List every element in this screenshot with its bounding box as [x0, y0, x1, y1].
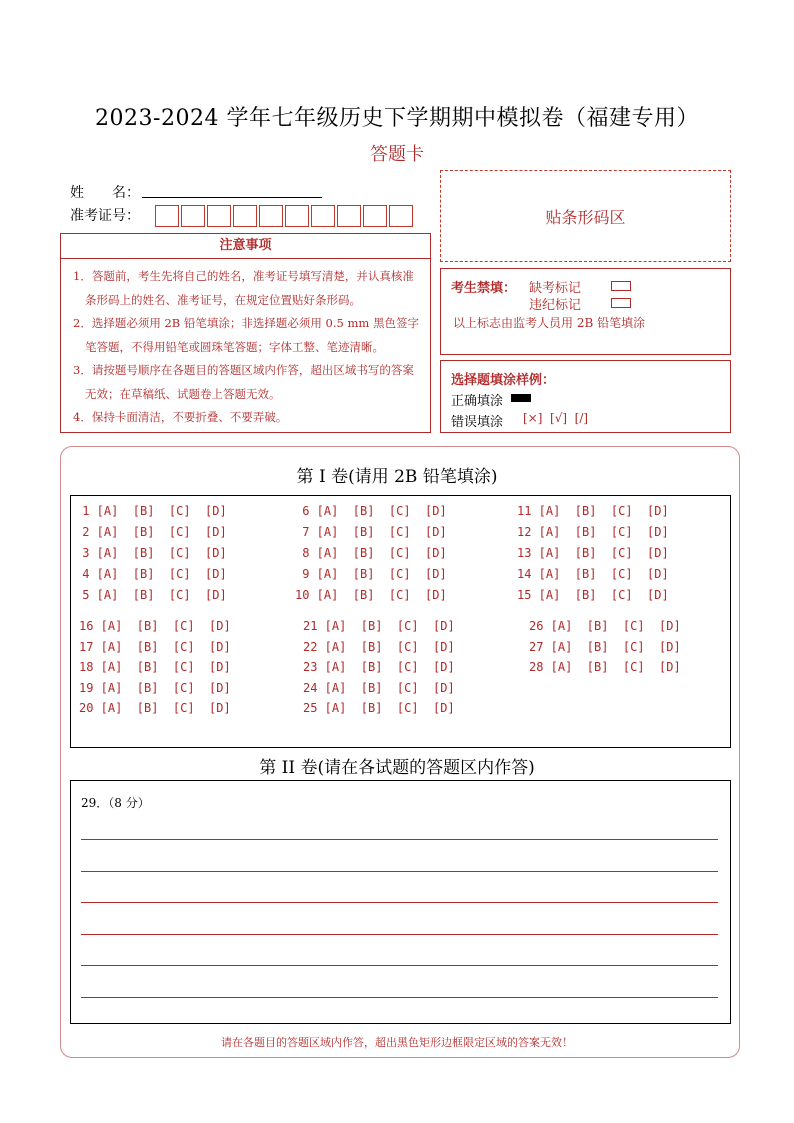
correct-fill-sample [511, 394, 531, 402]
correct-fill-label: 正确填涂 [451, 394, 504, 409]
id-digit-box[interactable] [389, 205, 413, 227]
page-subtitle: 答题卡 [370, 144, 424, 165]
id-digit-box[interactable] [285, 205, 309, 227]
id-digit-box[interactable] [233, 205, 257, 227]
answer-line[interactable] [81, 902, 718, 903]
name-field[interactable] [142, 197, 322, 198]
absent-mark-box[interactable] [611, 281, 631, 291]
question-row-15[interactable]: 15 [A] [B] [C] [D] [517, 588, 669, 602]
question-row-16[interactable]: 16 [A] [B] [C] [D] [79, 619, 231, 633]
ban-label: 考生禁填： [451, 281, 517, 296]
question-29-label: 29．（8 分） [81, 796, 150, 810]
absent-mark-label: 缺考标记 [529, 281, 582, 296]
id-number-boxes[interactable] [155, 205, 415, 227]
violation-mark-label: 违纪标记 [529, 298, 582, 313]
notice-item: 2．选择题必须用 2B 铅笔填涂；非选择题必须用 0.5 mm 黑色签字笔答题，不得用铅笔或圆珠笔答题；字体工整、笔迹清晰。 [73, 316, 419, 354]
name-label: 姓 名： [70, 185, 140, 201]
question-row-19[interactable]: 19 [A] [B] [C] [D] [79, 680, 231, 695]
question-row-7[interactable]: 7 [A] [B] [C] [D] [295, 525, 447, 539]
question-row-3[interactable]: 3 [A] [B] [C] [D] [75, 546, 227, 560]
question-row-21[interactable]: 21 [A] [B] [C] [D] [303, 619, 455, 633]
sample-label: 选择题填涂样例： [451, 373, 556, 388]
notice-heading: 注意事项 [61, 234, 430, 259]
question-row-25[interactable]: 25 [A] [B] [C] [D] [303, 701, 455, 715]
wrong-fill-label: 错误填涂 [451, 415, 504, 430]
barcode-area [440, 170, 731, 262]
footer-warning: 请在各题目的答题区域内作答，超出黑色矩形边框限定区域的答案无效！ [221, 1036, 573, 1049]
question-row-6[interactable]: 6 [A] [B] [C] [D] [295, 504, 447, 518]
question-row-27[interactable]: 27 [A] [B] [C] [D] [529, 639, 681, 654]
question-row-24[interactable]: 24 [A] [B] [C] [D] [303, 680, 455, 695]
violation-mark-box[interactable] [611, 298, 631, 308]
multiple-choice-box [70, 495, 731, 748]
id-label: 准考证号： [70, 208, 140, 224]
barcode-label: 贴条形码区 [545, 207, 626, 227]
id-digit-box[interactable] [181, 205, 205, 227]
id-digit-box[interactable] [337, 205, 361, 227]
notice-panel [60, 233, 431, 433]
fill-sample-panel [440, 360, 731, 433]
notice-list [61, 259, 430, 430]
answer-line[interactable] [81, 839, 718, 840]
question-row-8[interactable]: 8 [A] [B] [C] [D] [295, 546, 447, 560]
id-digit-box[interactable] [207, 205, 231, 227]
question-row-28[interactable]: 28 [A] [B] [C] [D] [529, 660, 681, 674]
question-row-5[interactable]: 5 [A] [B] [C] [D] [75, 588, 227, 602]
question-row-12[interactable]: 12 [A] [B] [C] [D] [517, 525, 669, 539]
notice-item: 3．请按题号顺序在各题目的答题区域内作答，超出区域书写的答案无效；在草稿纸、试题卷上答题无效。 [73, 363, 414, 401]
id-digit-box[interactable] [311, 205, 335, 227]
answer-line[interactable] [81, 934, 718, 935]
question-row-1[interactable]: 1 [A] [B] [C] [D] [75, 504, 227, 518]
page-title: 2023-2024 学年七年级历史下学期期中模拟卷（福建专用） [95, 106, 699, 131]
section1-title: 第 I 卷(请用 2B 铅笔填涂) [296, 467, 498, 487]
question-row-22[interactable]: 22 [A] [B] [C] [D] [303, 639, 455, 654]
question-row-26[interactable]: 26 [A] [B] [C] [D] [529, 619, 681, 633]
question-row-9[interactable]: 9 [A] [B] [C] [D] [295, 567, 447, 581]
notice-item: 4．保持卡面清洁，不要折叠、不要弄破。 [73, 410, 288, 424]
question-row-10[interactable]: 10 [A] [B] [C] [D] [295, 588, 447, 602]
question-row-4[interactable]: 4 [A] [B] [C] [D] [75, 567, 227, 581]
question-row-23[interactable]: 23 [A] [B] [C] [D] [303, 660, 455, 674]
notice-item: 1．答题前，考生先将自己的姓名，准考证号填写清楚，并认真核准条形码上的姓名、准考证号，在规定位置贴好条形码。 [73, 269, 414, 307]
wrong-fill-samples: [×] [√] [/] [523, 411, 589, 425]
id-digit-box[interactable] [155, 205, 179, 227]
question-row-14[interactable]: 14 [A] [B] [C] [D] [517, 567, 669, 581]
question-row-13[interactable]: 13 [A] [B] [C] [D] [517, 546, 669, 560]
question-row-20[interactable]: 20 [A] [B] [C] [D] [79, 701, 231, 715]
question-row-11[interactable]: 11 [A] [B] [C] [D] [517, 504, 669, 518]
section2-title: 第 II 卷(请在各试题的答题区内作答) [259, 758, 535, 778]
id-digit-box[interactable] [259, 205, 283, 227]
answer-line[interactable] [81, 965, 718, 966]
question-row-18[interactable]: 18 [A] [B] [C] [D] [79, 660, 231, 674]
question-row-17[interactable]: 17 [A] [B] [C] [D] [79, 639, 231, 654]
examinee-ban-panel [440, 268, 731, 355]
answer-line[interactable] [81, 997, 718, 998]
id-digit-box[interactable] [363, 205, 387, 227]
question-row-2[interactable]: 2 [A] [B] [C] [D] [75, 525, 227, 539]
essay-box [70, 780, 731, 1024]
ban-note: 以上标志由监考人员用 2B 铅笔填涂 [453, 316, 646, 330]
answer-line[interactable] [81, 871, 718, 872]
